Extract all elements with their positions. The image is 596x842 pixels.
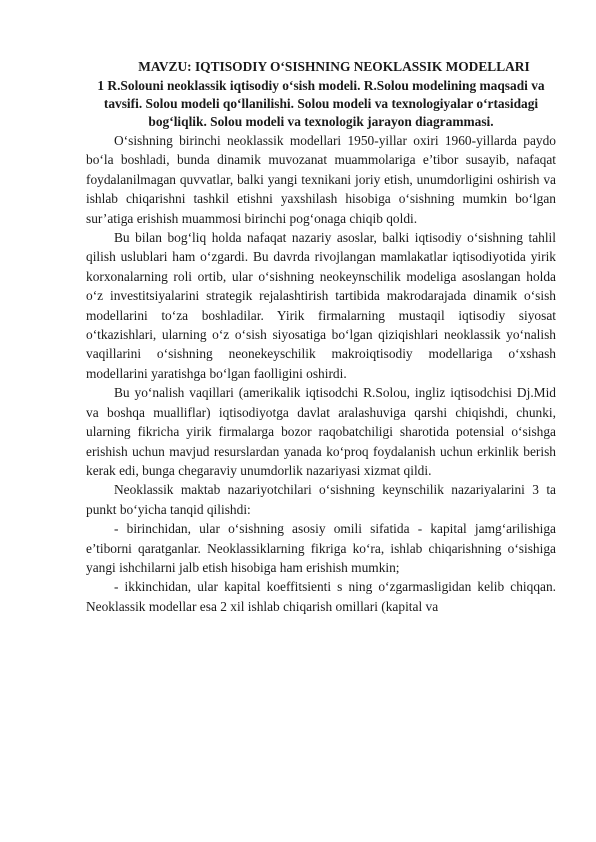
paragraph-4: Neoklassik maktab nazariyotchilari o‘sishning keynschilik nazariyalarini 3 ta punkt bo‘yicha tanqid qilishdi: xyxy=(86,482,556,517)
document-title: MAVZU: IQTISODIY O‘SISHNING NEOKLASSIK MODELLARI xyxy=(138,59,530,74)
list-item-first: - birinchidan, ular o‘sishning asosiy omili sifatida - kapital jamg‘arilishiga e’tiborni qaratganlar. Neoklassiklarning fikriga ko‘ra, ishlab chiqarishning o‘sishiga yangi ishchilarni jalb etish hisobiga ham erishish mumkin; xyxy=(86,521,556,575)
section-heading: 1 R.Solouni neoklassik iqtisodiy o‘sish modeli. R.Solou modelining maqsadi va tavsifi. Solou modeli qo‘llanilishi. Solou modeli va texnologiyalar o‘rtasidagi bog‘liqlik. Solou modeli va texnologik jarayon diagrammasi. xyxy=(97,78,545,129)
paragraph-2: Bu bilan bog‘liq holda nafaqat nazariy asoslar, balki iqtisodiy o‘sishning tahlil qilish uslublari ham o‘zgardi. Bu davrda rivojlangan mamlakatlar iqtisodiyotida yirik korxonalarning roli ortib, ular o‘sishning neokeynschilik modeliga asoslangan holda o‘z investitsiyalarini strategik rejalashtirish tartibida makrodarajada dinamik o‘sish modellarini to‘za boshladilar. Yirik firmalarning mustaqil iqtisodiy siyosat o‘tkazishlari, ularning o‘z o‘sish siyosatiga bo‘lgan qiziqishlari neoklassik yo‘nalish vaqillarini o‘sishning neonekeyschilik makroiqtisodiy modellariga o‘xshash modellarini yaratishga bo‘lgan faolligini oshirdi. xyxy=(86,230,556,381)
paragraph-1: O‘sishning birinchi neoklassik modellari 1950-yillar oxiri 1960-yillarda paydo bo‘la boshladi, bunda dinamik muvozanat muammolariga e’tibor susayib, nafaqat foydalanilmagan quvvatlar, balki yangi texnikani joriy etish, unumdorligini oshirish va ishlab chiqarishni tashkil etishni yaxshilash hisobiga o‘sishning mumkin bo‘lgan sur’atiga erishish muammosi birinchi pog‘onaga chiqib qoldi. xyxy=(86,133,556,226)
paragraph-3: Bu yo‘nalish vaqillari (amerikalik iqtisodchi R.Solou, ingliz iqtisodchisi Dj.Mid va boshqa mualliflar) iqtisodiyotga davlat aralashuviga qarshi chiqishdi, chunki, ularning fikricha yirik firmalarga bozor raqobatchiligi sharotida potensial o‘sishga erishish uchun mavjud resurslardan yanada ko‘proq foydalanish uchun erkinlik berish kerak edi, bunga chegaraviy unumdorlik nazariyasi xizmat qildi. xyxy=(86,385,556,478)
list-item-second: - ikkinchidan, ular kapital koeffitsienti s ning o‘zgarmasligidan kelib chiqqan. Neoklassik modellar esa 2 xil ishlab chiqarish omillari (kapital va xyxy=(86,579,556,614)
document-body xyxy=(86,58,556,616)
